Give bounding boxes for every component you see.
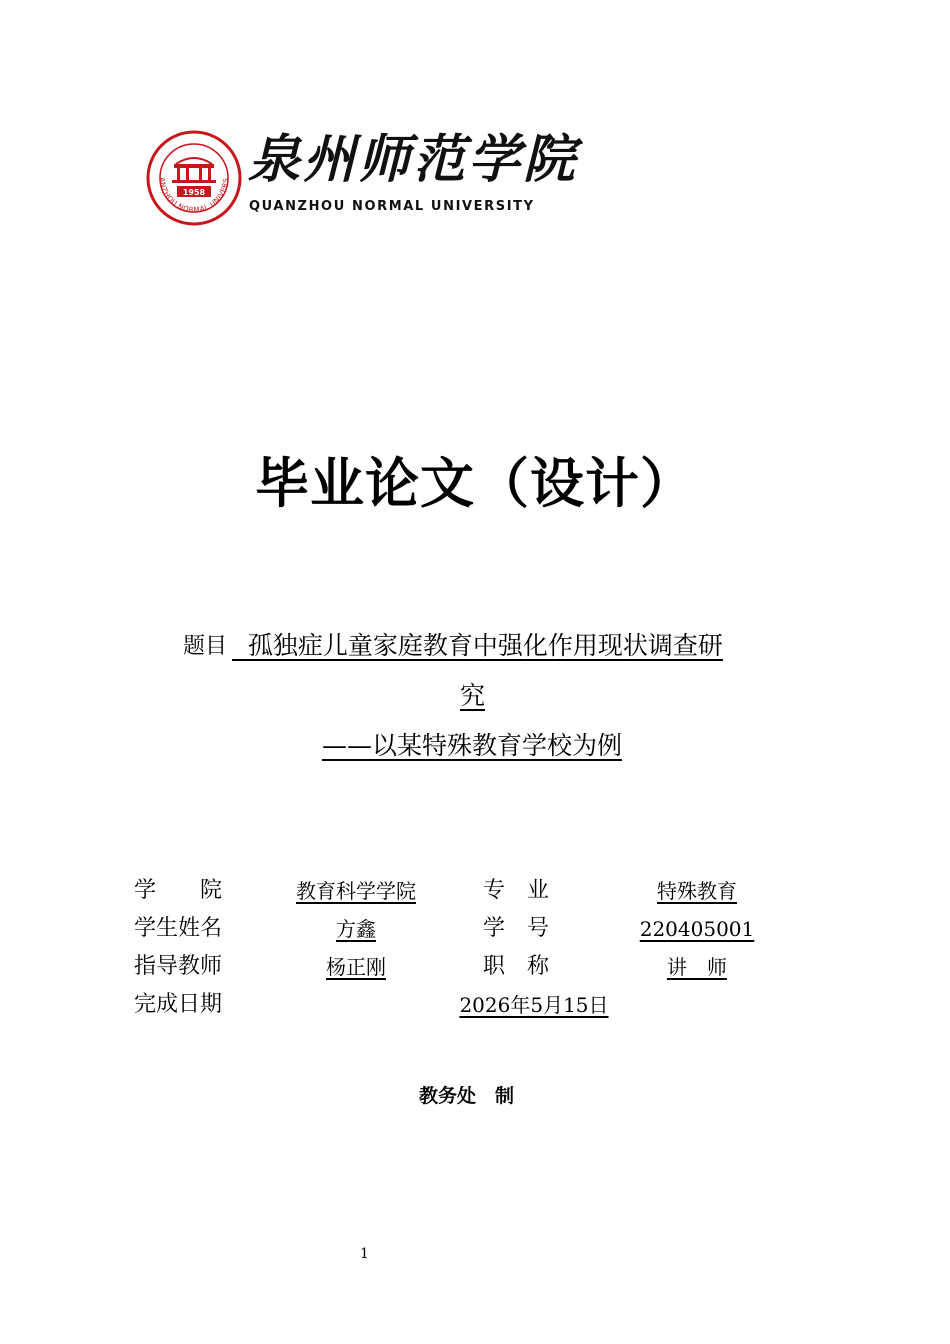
student-name-label: 学生姓名: [134, 916, 223, 941]
page-number: 1: [360, 1246, 369, 1262]
topic-line-2: 究: [460, 681, 486, 710]
completion-date-label: 完成日期: [134, 992, 223, 1017]
seal-year: 1958: [182, 188, 206, 197]
major-label: 专 业: [483, 878, 550, 903]
seal-ring-text: ANZHOU NORMAL UNIVERS: [157, 177, 231, 215]
student-name-value: 方鑫: [336, 917, 376, 941]
student-id-value: 220405001: [639, 917, 755, 941]
topic-label: 题目: [183, 634, 228, 659]
major-value: 特殊教育: [657, 879, 737, 903]
rank-label: 职 称: [483, 954, 550, 979]
topic-line-3: ——以某特殊教育学校为例: [322, 731, 623, 760]
university-name-chinese: 泉州师范学院: [248, 129, 579, 190]
advisor-value: 杨正刚: [326, 955, 386, 979]
rank-value: 讲 师: [667, 955, 727, 979]
university-seal-logo: [146, 130, 242, 226]
college-value: 教育科学学院: [296, 879, 416, 903]
university-name-english: QUANZHOU NORMAL UNIVERSITY: [249, 199, 535, 214]
topic-line-1: 孤独症儿童家庭教育中强化作用现状调查研: [232, 631, 723, 660]
document-title: 毕业论文（设计）: [255, 452, 695, 515]
issuing-office: 教务处 制: [419, 1085, 515, 1107]
student-id-label: 学 号: [483, 916, 550, 941]
completion-date-value: 2026年5月15日: [459, 993, 609, 1017]
college-label: 学 院: [134, 878, 223, 903]
advisor-label: 指导教师: [134, 954, 223, 979]
